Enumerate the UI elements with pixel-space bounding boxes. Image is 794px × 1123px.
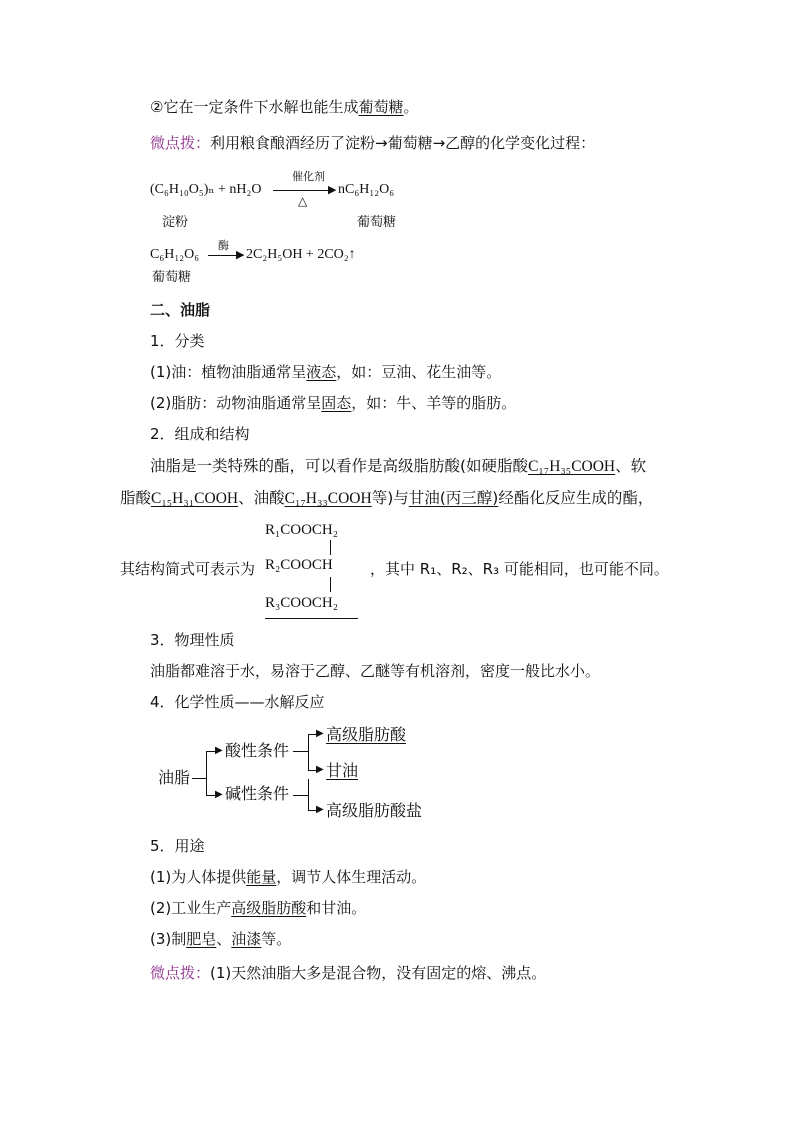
text: ，如：牛、羊等的脂肪。 [351, 394, 517, 412]
equation-right: 2C₂H₅OH + 2CO₂↑ [246, 247, 356, 262]
arrow-head-icon: ▶ [316, 764, 324, 775]
answer-text: 高级脂肪酸 [231, 899, 307, 917]
text-line [150, 362, 501, 382]
text: 脂酸 [120, 489, 152, 507]
formula: C₁₇H₃₃COOH [284, 490, 372, 507]
answer-text: 能量 [246, 868, 277, 886]
arrow-head-icon: ▶ [215, 789, 223, 800]
catalyst-label: 催化剂 [292, 170, 325, 183]
text: 油脂是一类特殊的酯，可以看作是高级脂肪酸(如硬脂酸 [150, 457, 529, 475]
text: (2)脂肪：动物油脂通常呈 [150, 394, 322, 412]
text: ，其中 R₁、R₂、R₃ 可能相同，也可能不同。 [370, 560, 669, 578]
structure-row-1: R₁COOCH₂ [265, 522, 338, 538]
tip-text: 利用粮食酿酒经历了淀粉→葡萄糖→乙醇的化学变化过程： [210, 134, 596, 152]
arrow-head-icon: ▶ [316, 728, 324, 739]
label-glucose: 葡萄糖 [152, 270, 192, 285]
answer-text: 固态 [321, 394, 352, 412]
text-line [150, 97, 418, 117]
text: ②它在一定条件下水解也能生成 [150, 98, 359, 116]
acid-condition: 酸性条件 [225, 741, 290, 760]
text: 其结构简式可表示为 [120, 560, 256, 578]
answer-underline [265, 618, 358, 619]
text-line [150, 456, 646, 477]
text: 、软 [615, 457, 647, 475]
equation-right: nC₆H₁₂O₆ [338, 182, 395, 197]
formula: C₁₇H₃₅COOH [528, 458, 616, 475]
connector [293, 751, 308, 752]
connector [192, 778, 206, 779]
text: (1)为人体提供 [150, 868, 247, 886]
equation-left: C₆H₁₂O₆ [150, 247, 200, 262]
heat-symbol: △ [298, 194, 308, 208]
label-starch: 淀粉 [162, 215, 189, 230]
text: 等)与 [371, 489, 409, 507]
text-line [150, 867, 426, 887]
text: 、油酸 [238, 489, 285, 507]
arrow-head-icon: ▶ [215, 745, 223, 756]
text: ，如：豆油、花生油等。 [336, 363, 502, 381]
product-salt: 高级脂肪酸盐 [326, 801, 423, 820]
tip-line [150, 133, 595, 153]
text: (2)工业生产 [150, 899, 232, 917]
catalyst-label: 酶 [218, 239, 229, 252]
product-glycerol: 甘油 [326, 761, 359, 780]
product-fatty-acid: 高级脂肪酸 [326, 725, 407, 744]
connector [206, 751, 207, 795]
text: 和甘油。 [306, 899, 367, 917]
subsection-title: 1．分类 [150, 332, 205, 350]
subsection-title: 2．组成和结构 [150, 425, 250, 443]
arrow-head-icon: ▶ [328, 183, 337, 196]
connector [293, 795, 308, 796]
text-line [150, 393, 516, 413]
tip-text: (1)天然油脂大多是混合物，没有固定的熔、沸点。 [210, 964, 547, 982]
connector [308, 734, 309, 770]
answer-text: 甘油(丙三醇) [408, 489, 499, 507]
tip-line [150, 963, 546, 983]
subsection-title: 4．化学性质——水解反应 [150, 693, 325, 711]
arrow-head-icon: ▶ [316, 804, 324, 815]
structure-row-3: R₃COOCH₂ [265, 595, 338, 611]
text: 、 [216, 930, 232, 948]
connector [308, 779, 309, 810]
answer-text: 油漆 [231, 930, 262, 948]
tip-label: 微点拨： [150, 964, 211, 982]
text: (3)制 [150, 930, 187, 948]
tip-label: 微点拨： [150, 134, 211, 152]
answer-text: 葡萄糖 [358, 98, 404, 116]
equation-left: (C₆H₁₀O₅)ₙ + nH₂O [150, 182, 262, 197]
text: 经酯化反应生成的酯， [498, 489, 654, 507]
answer-text: 肥皂 [186, 930, 217, 948]
text: (1)油：植物油脂通常呈 [150, 363, 307, 381]
label-glucose: 葡萄糖 [357, 215, 397, 230]
text-line [120, 488, 653, 509]
section-heading: 二、油脂 [150, 301, 211, 319]
text-line [150, 898, 366, 918]
text-line: 油脂都难溶于水，易溶于乙醇、乙醚等有机溶剂，密度一般比水小。 [150, 662, 601, 680]
base-condition: 碱性条件 [225, 784, 290, 803]
arrow-head-icon: ▶ [236, 248, 245, 261]
text: 。 [403, 98, 419, 116]
text: 等。 [261, 930, 292, 948]
formula: C₁₅H₃₁COOH [151, 490, 239, 507]
bond-line [330, 577, 331, 592]
bond-line [330, 540, 331, 555]
text-line [150, 929, 291, 949]
subsection-title: 5．用途 [150, 837, 205, 855]
diagram-root: 油脂 [158, 768, 191, 787]
answer-text: 液态 [306, 363, 337, 381]
structure-row-2: R₂COOCH [265, 557, 333, 573]
subsection-title: 3．物理性质 [150, 631, 235, 649]
text: ，调节人体生理活动。 [276, 868, 427, 886]
